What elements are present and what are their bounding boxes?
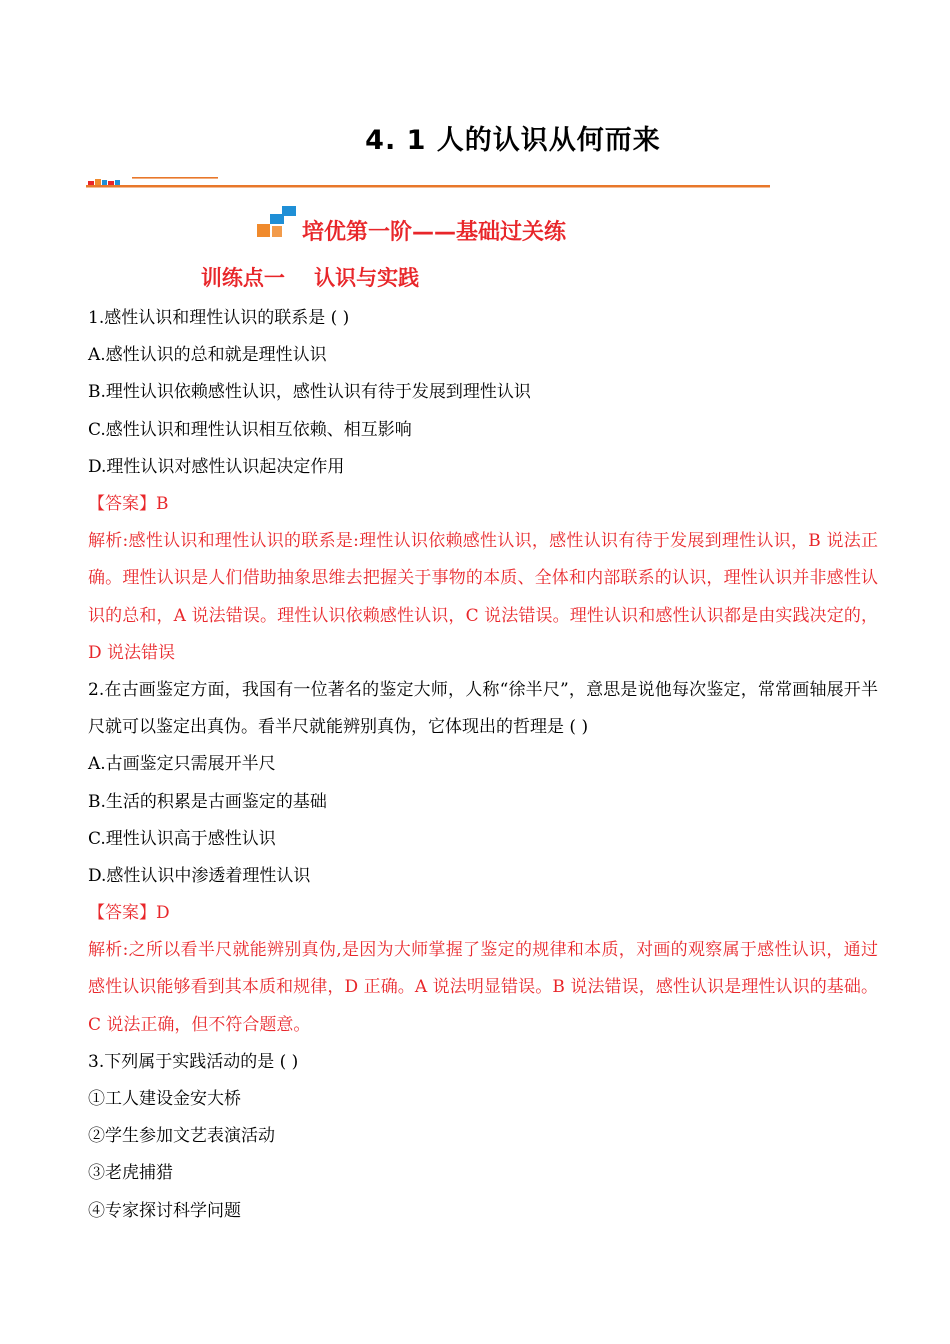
option-2: ②学生参加文艺表演活动: [88, 1126, 275, 1147]
subsection-heading: 训练点一 认识与实践: [200, 266, 420, 290]
page-title: 4. 1 人的认识从何而来: [365, 125, 661, 156]
answer-label: 【答案】: [88, 903, 156, 924]
option-b: B.生活的积累是古画鉴定的基础: [88, 791, 327, 812]
option-1: ①工人建设金安大桥: [88, 1089, 241, 1110]
section-logo-icon: [256, 206, 298, 238]
answer-line: [88, 895, 878, 932]
option-d: D.理性认识对感性认识起决定作用: [88, 456, 345, 477]
option-b: B.理性认识依赖感性认识，感性认识有待于发展到理性认识: [88, 382, 531, 403]
option-c: C.感性认识和理性认识相互依赖、相互影响: [88, 419, 412, 440]
option-a: A.古画鉴定只需展开半尺: [88, 754, 276, 775]
option-a: A.感性认识的总和就是理性认识: [88, 345, 327, 366]
question-list: [88, 300, 878, 1230]
header-rule-decoration: [86, 176, 770, 190]
answer-value: D: [156, 903, 170, 924]
answer-label: 【答案】: [88, 493, 156, 514]
answer-value: B: [156, 493, 169, 514]
option-d: D.感性认识中渗透着理性认识: [88, 865, 311, 886]
question-stem: 3.下列属于实践活动的是 ( ): [88, 1051, 299, 1072]
analysis-text: 解析:感性认识和理性认识的联系是:理性认识依赖感性认识，感性认识有待于发展到理性认识，B 说法正确。理性认识是人们借助抽象思维去把握关于事物的本质、全体和内部联系的认识，理性认识并非感性认识的总和，A 说法错误。理性认识依赖感性认识，C 说法错误。理性认识和感性认识都是由实践决定的，D 说法错误: [88, 531, 878, 663]
question-stem: 2.在古画鉴定方面，我国有一位著名的鉴定大师，人称“徐半尺”，意思是说他每次鉴定，常常画轴展开半尺就可以鉴定出真伪。看半尺就能辨别真伪，它体现出的哲理是 ( ): [88, 679, 878, 738]
option-c: C.理性认识高于感性认识: [88, 828, 276, 849]
analysis-text: 解析:之所以看半尺就能辨别真伪,是因为大师掌握了鉴定的规律和本质，对画的观察属于感性认识，通过感性认识能够看到其本质和规律，D 正确。A 说法明显错误。B 说法错误，感性认识是理性认识的基础。C 说法正确，但不符合题意。: [88, 940, 878, 1035]
question-stem: 1.感性认识和理性认识的联系是 ( ): [88, 308, 350, 328]
option-3: ③老虎捕猎: [88, 1163, 173, 1184]
option-4: ④专家探讨科学问题: [88, 1200, 241, 1221]
section-heading: 培优第一阶——基础过关练: [302, 220, 567, 245]
answer-line: [88, 486, 878, 523]
